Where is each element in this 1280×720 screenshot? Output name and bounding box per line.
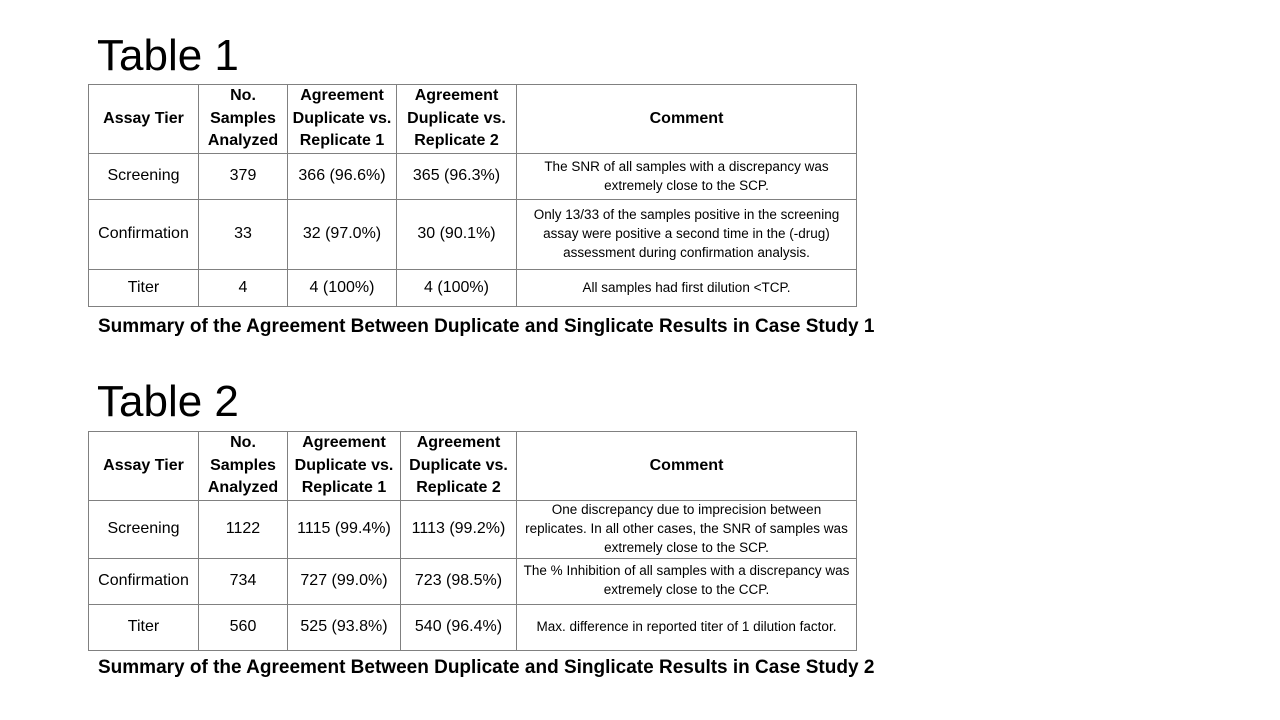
table-header-row [89, 85, 857, 154]
column-header-replicate-1: Agreement Duplicate vs. Replicate 1 [288, 85, 397, 154]
table-row [89, 154, 857, 200]
comment-cell: All samples had first dilution <TCP. [517, 270, 857, 307]
samples-cell: 379 [199, 154, 288, 200]
table-row [89, 558, 857, 604]
column-header-replicate-1: Agreement Duplicate vs. Replicate 1 [288, 432, 401, 501]
table-1 [88, 84, 857, 307]
replicate-1-cell: 32 (97.0%) [288, 200, 397, 270]
column-header-comment: Comment [517, 85, 857, 154]
replicate-2-cell: 365 (96.3%) [397, 154, 517, 200]
column-header-assay-tier: Assay Tier [89, 85, 199, 154]
replicate-1-cell: 4 (100%) [288, 270, 397, 307]
replicate-2-cell: 540 (96.4%) [401, 604, 517, 650]
column-header-comment: Comment [517, 432, 857, 501]
samples-cell: 560 [199, 604, 288, 650]
table-row [89, 270, 857, 307]
replicate-1-cell: 366 (96.6%) [288, 154, 397, 200]
table-header-row [89, 432, 857, 501]
samples-cell: 33 [199, 200, 288, 270]
samples-cell: 4 [199, 270, 288, 307]
table-row [89, 604, 857, 650]
replicate-2-cell: 4 (100%) [397, 270, 517, 307]
replicate-1-cell: 1115 (99.4%) [288, 501, 401, 559]
assay-tier-cell: Screening [89, 154, 199, 200]
replicate-2-cell: 723 (98.5%) [401, 558, 517, 604]
assay-tier-cell: Screening [89, 501, 199, 559]
comment-cell: The SNR of all samples with a discrepancy was extremely close to the SCP. [517, 154, 857, 200]
samples-cell: 734 [199, 558, 288, 604]
comment-cell: Max. difference in reported titer of 1 dilution factor. [517, 604, 857, 650]
table-row [89, 501, 857, 559]
samples-cell: 1122 [199, 501, 288, 559]
table-row [89, 200, 857, 270]
replicate-1-cell: 727 (99.0%) [288, 558, 401, 604]
assay-tier-cell: Titer [89, 604, 199, 650]
column-header-assay-tier: Assay Tier [89, 432, 199, 501]
table-2-heading: Table 2 [97, 377, 239, 426]
column-header-no-samples: No. Samples Analyzed [199, 85, 288, 154]
column-header-no-samples: No. Samples Analyzed [199, 432, 288, 501]
table-1-heading: Table 1 [97, 31, 239, 80]
assay-tier-cell: Titer [89, 270, 199, 307]
table-1-caption: Summary of the Agreement Between Duplicate and Singlicate Results in Case Study 1 [98, 316, 875, 337]
column-header-replicate-2: Agreement Duplicate vs. Replicate 2 [397, 85, 517, 154]
table-2-caption: Summary of the Agreement Between Duplicate and Singlicate Results in Case Study 2 [98, 657, 875, 678]
assay-tier-cell: Confirmation [89, 200, 199, 270]
assay-tier-cell: Confirmation [89, 558, 199, 604]
column-header-replicate-2: Agreement Duplicate vs. Replicate 2 [401, 432, 517, 501]
table-2 [88, 431, 857, 651]
replicate-2-cell: 30 (90.1%) [397, 200, 517, 270]
replicate-1-cell: 525 (93.8%) [288, 604, 401, 650]
comment-cell: Only 13/33 of the samples positive in the screening assay were positive a second time in the (-drug) assessment during confirmation analysis. [517, 200, 857, 270]
replicate-2-cell: 1113 (99.2%) [401, 501, 517, 559]
comment-cell: One discrepancy due to imprecision between replicates. In all other cases, the SNR of samples was extremely close to the SCP. [517, 501, 857, 559]
comment-cell: The % Inhibition of all samples with a discrepancy was extremely close to the CCP. [517, 558, 857, 604]
